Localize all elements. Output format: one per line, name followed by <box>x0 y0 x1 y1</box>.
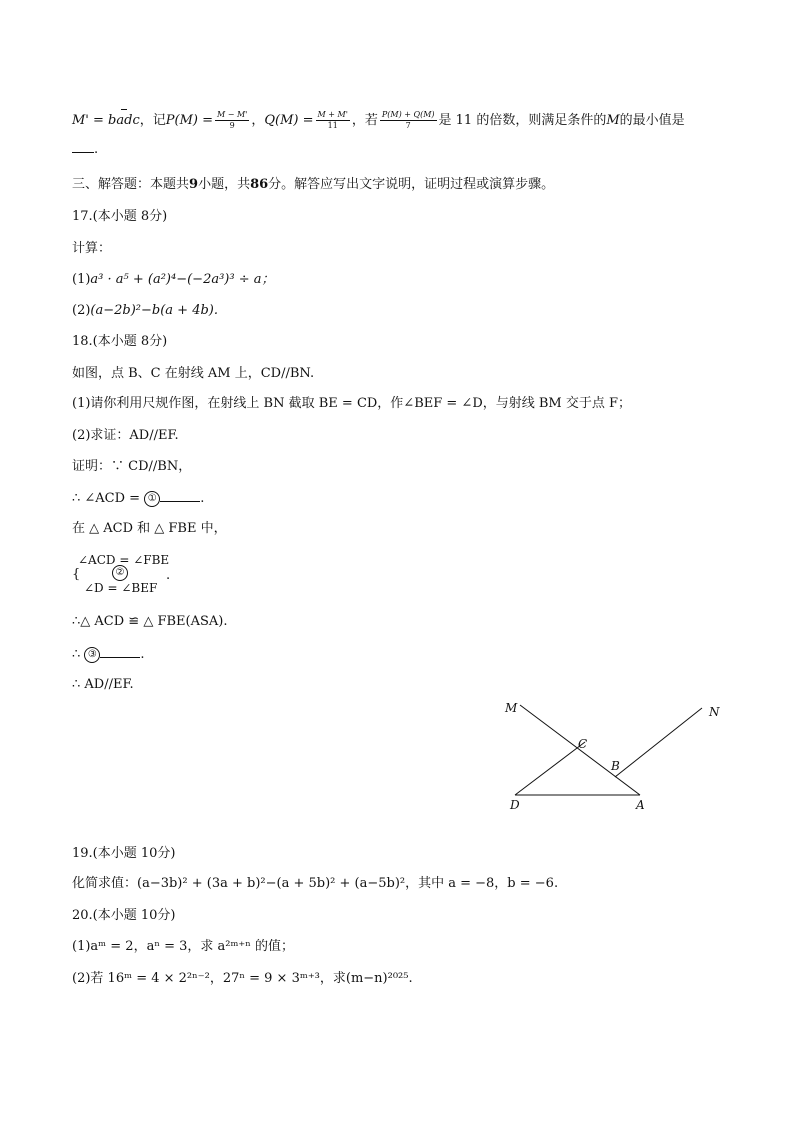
label-b: B <box>611 759 620 773</box>
r-den: 7 <box>405 121 411 130</box>
blank-2-marker: ② <box>112 565 128 581</box>
conclusion: ∴ AD//EF. <box>72 677 134 692</box>
blank <box>72 140 94 153</box>
total-points: 86 <box>250 177 269 192</box>
p-def: P(M) = <box>165 113 213 128</box>
digits-bar: adc <box>116 113 140 128</box>
q17-part1 <box>72 271 275 289</box>
brace-end: . <box>166 568 171 583</box>
proof-step3 <box>72 645 145 664</box>
section-3-header <box>72 176 554 194</box>
text-ji: ，记 <box>139 113 166 128</box>
segment-dc <box>515 742 585 795</box>
r-fraction <box>380 110 437 131</box>
step1-text: ∴ ∠ACD = <box>72 491 145 506</box>
q20-part2: (2)若 16ᵐ = 4 × 2²ⁿ⁻²，27ⁿ = 9 × 3ᵐ⁺³，求(m−n)²⁰²⁵. <box>72 971 413 986</box>
step3-text: ∴ <box>72 647 85 662</box>
p-den: 9 <box>229 121 235 130</box>
congruence: ∴△ ACD ≌ △ FBE(ASA). <box>72 614 228 629</box>
q-fraction <box>316 110 350 131</box>
q19-title: 19.(本小题 10分) <box>72 846 176 861</box>
p-num: M − M' <box>216 110 248 119</box>
period: . <box>140 647 145 662</box>
answer-blank-3 <box>100 645 140 658</box>
geometry-figure <box>490 690 740 820</box>
m-var: M <box>606 113 620 128</box>
problem-16-tail <box>72 110 685 131</box>
expr: (a−2b)²−b(a + 4b). <box>90 303 219 318</box>
answer-blank-1 <box>160 489 200 502</box>
proof-step1 <box>72 489 204 508</box>
q-num: M + M' <box>317 110 348 119</box>
q18-part2: (2)求证：AD//EF. <box>72 428 179 443</box>
q17-intro: 计算： <box>72 241 112 256</box>
text-multiple: 是 11 的倍数，则满足条件的 <box>438 113 607 128</box>
label: (1) <box>72 272 91 287</box>
blank-3-marker: ③ <box>84 647 100 663</box>
text-ruo: ，若 <box>351 113 378 128</box>
q20-part1: (1)aᵐ = 2，aⁿ = 3，求 a²ᵐ⁺ⁿ 的值； <box>72 939 295 954</box>
label-d: D <box>510 798 520 812</box>
q17-part2 <box>72 302 218 320</box>
answer-blank-16: . <box>72 140 98 159</box>
section-prefix: 三、解答题：本题共 <box>72 177 190 192</box>
text-min: 的最小值是 <box>619 113 685 128</box>
ray-bn <box>615 708 702 777</box>
label-c: C <box>578 737 588 751</box>
section-mid: 小题，共 <box>198 177 251 192</box>
cond-3: ∠D = ∠BEF <box>84 581 158 595</box>
q18-part1: (1)请你利用尺规作图，在射线上 BN 截取 BE = CD，作∠BEF = ∠D，与射线 BM 交于点 F； <box>72 396 632 411</box>
section-suffix: 分。解答应写出文字说明，证明过程或演算步骤。 <box>268 177 555 192</box>
expr: a³ · a⁵ + (a²)⁴−(−2a³)³ ÷ a； <box>90 272 275 287</box>
label: (2) <box>72 303 91 318</box>
blank-1-marker: ① <box>144 491 160 507</box>
q-def: Q(M) = <box>264 113 314 128</box>
comma: ， <box>251 113 265 128</box>
question-count: 9 <box>189 177 199 192</box>
p-fraction <box>215 110 249 131</box>
label-m: M <box>505 701 518 715</box>
label-n: N <box>709 705 720 719</box>
q18-title: 18.(本小题 8分) <box>72 334 168 349</box>
period: . <box>200 491 205 506</box>
cond-1: ∠ACD = ∠FBE <box>78 553 170 567</box>
label-a: A <box>636 798 645 812</box>
m-prime-def: M' = b <box>72 113 117 128</box>
triangles-line: 在 △ ACD 和 △ FBE 中， <box>72 521 227 536</box>
proof-start: 证明：∵ CD//BN， <box>72 459 192 474</box>
q18-intro: 如图，点 B、C 在射线 AM 上，CD//BN. <box>72 366 315 381</box>
q20-title: 20.(本小题 10分) <box>72 908 176 923</box>
q-den: 11 <box>327 121 338 130</box>
q17-title: 17.(本小题 8分) <box>72 209 168 224</box>
q19-text: 化简求值：(a−3b)² + (3a + b)²−(a + 5b)² + (a−5b)²，其中 a = −8，b = −6. <box>72 876 559 891</box>
brace: { <box>72 567 81 582</box>
r-num: P(M) + Q(M) <box>381 110 435 119</box>
